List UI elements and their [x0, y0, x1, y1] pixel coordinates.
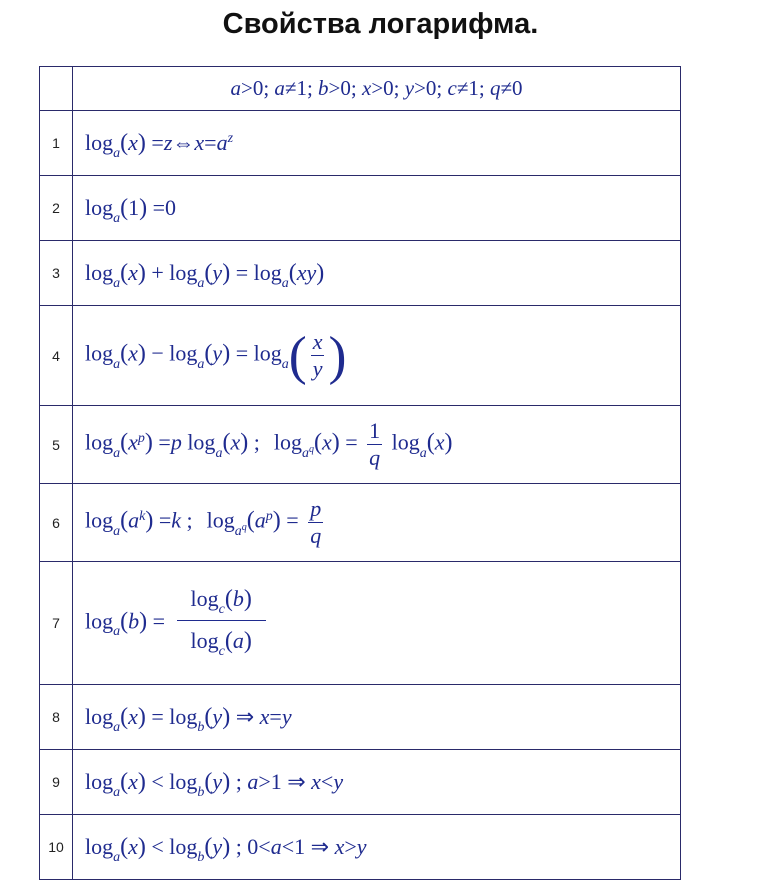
formula-7: $\log_a(b)$ = $\frac{\log_c(b)}{\log_c(a)}$	[73, 562, 681, 685]
table-row	[40, 484, 681, 562]
row-number: 4	[40, 306, 73, 406]
table-row	[40, 406, 681, 484]
formula-4: $\log_a(x) - \log_a(y) = \log_a$( $\frac{x}{y}$ )	[73, 306, 681, 406]
formula-5: $\log_a(x^p) =p$ $\log_a(x)$ ; $\log_{a^q}(x)$ = $\frac{1}{q}$ $\log_a(x)$	[73, 406, 681, 484]
row-number: 3	[40, 241, 73, 306]
table-header-row	[40, 67, 681, 111]
row-number: 5	[40, 406, 73, 484]
row-number: 9	[40, 750, 73, 815]
row-number: 10	[40, 815, 73, 880]
table-row	[40, 750, 681, 815]
table-row	[40, 176, 681, 241]
table-row	[40, 562, 681, 685]
row-number: 1	[40, 111, 73, 176]
formula-2: $\log_a(1) =0$	[73, 176, 681, 241]
table-row	[40, 111, 681, 176]
formula-8: $\log_a(x) = \log_b(y)$ ⇒ x=y	[73, 685, 681, 750]
table-row	[40, 815, 681, 880]
formula-9: $\log_a(x) < \log_b(y)$ ; a>1 ⇒ x<y	[73, 750, 681, 815]
table-row	[40, 306, 681, 406]
row-number: 7	[40, 562, 73, 685]
row-number: 2	[40, 176, 73, 241]
conditions-cell: a>0; a≠1; b>0; x>0; y>0; c≠1; q≠0	[73, 67, 681, 111]
table-row	[40, 685, 681, 750]
row-number: 8	[40, 685, 73, 750]
formula-6: $\log_a(a^k) =k$ ; $\log_{a^q}(a^p)$ = $\frac{p}{q}$	[73, 484, 681, 562]
row-number: 6	[40, 484, 73, 562]
formula-10: $\log_a(x) < \log_b(y)$ ; 0<a<1 ⇒ x>y	[73, 815, 681, 880]
table-row	[40, 241, 681, 306]
formula-3: $\log_a(x) + \log_a(y) = \log_a(xy)$	[73, 241, 681, 306]
formula-1: $\log_a(x)$ $=z\Leftrightarrow x=a^z$	[73, 111, 681, 176]
properties-table	[39, 66, 681, 880]
header-empty-cell	[40, 67, 73, 111]
page-title: Свойства логарифма.	[222, 8, 539, 40]
